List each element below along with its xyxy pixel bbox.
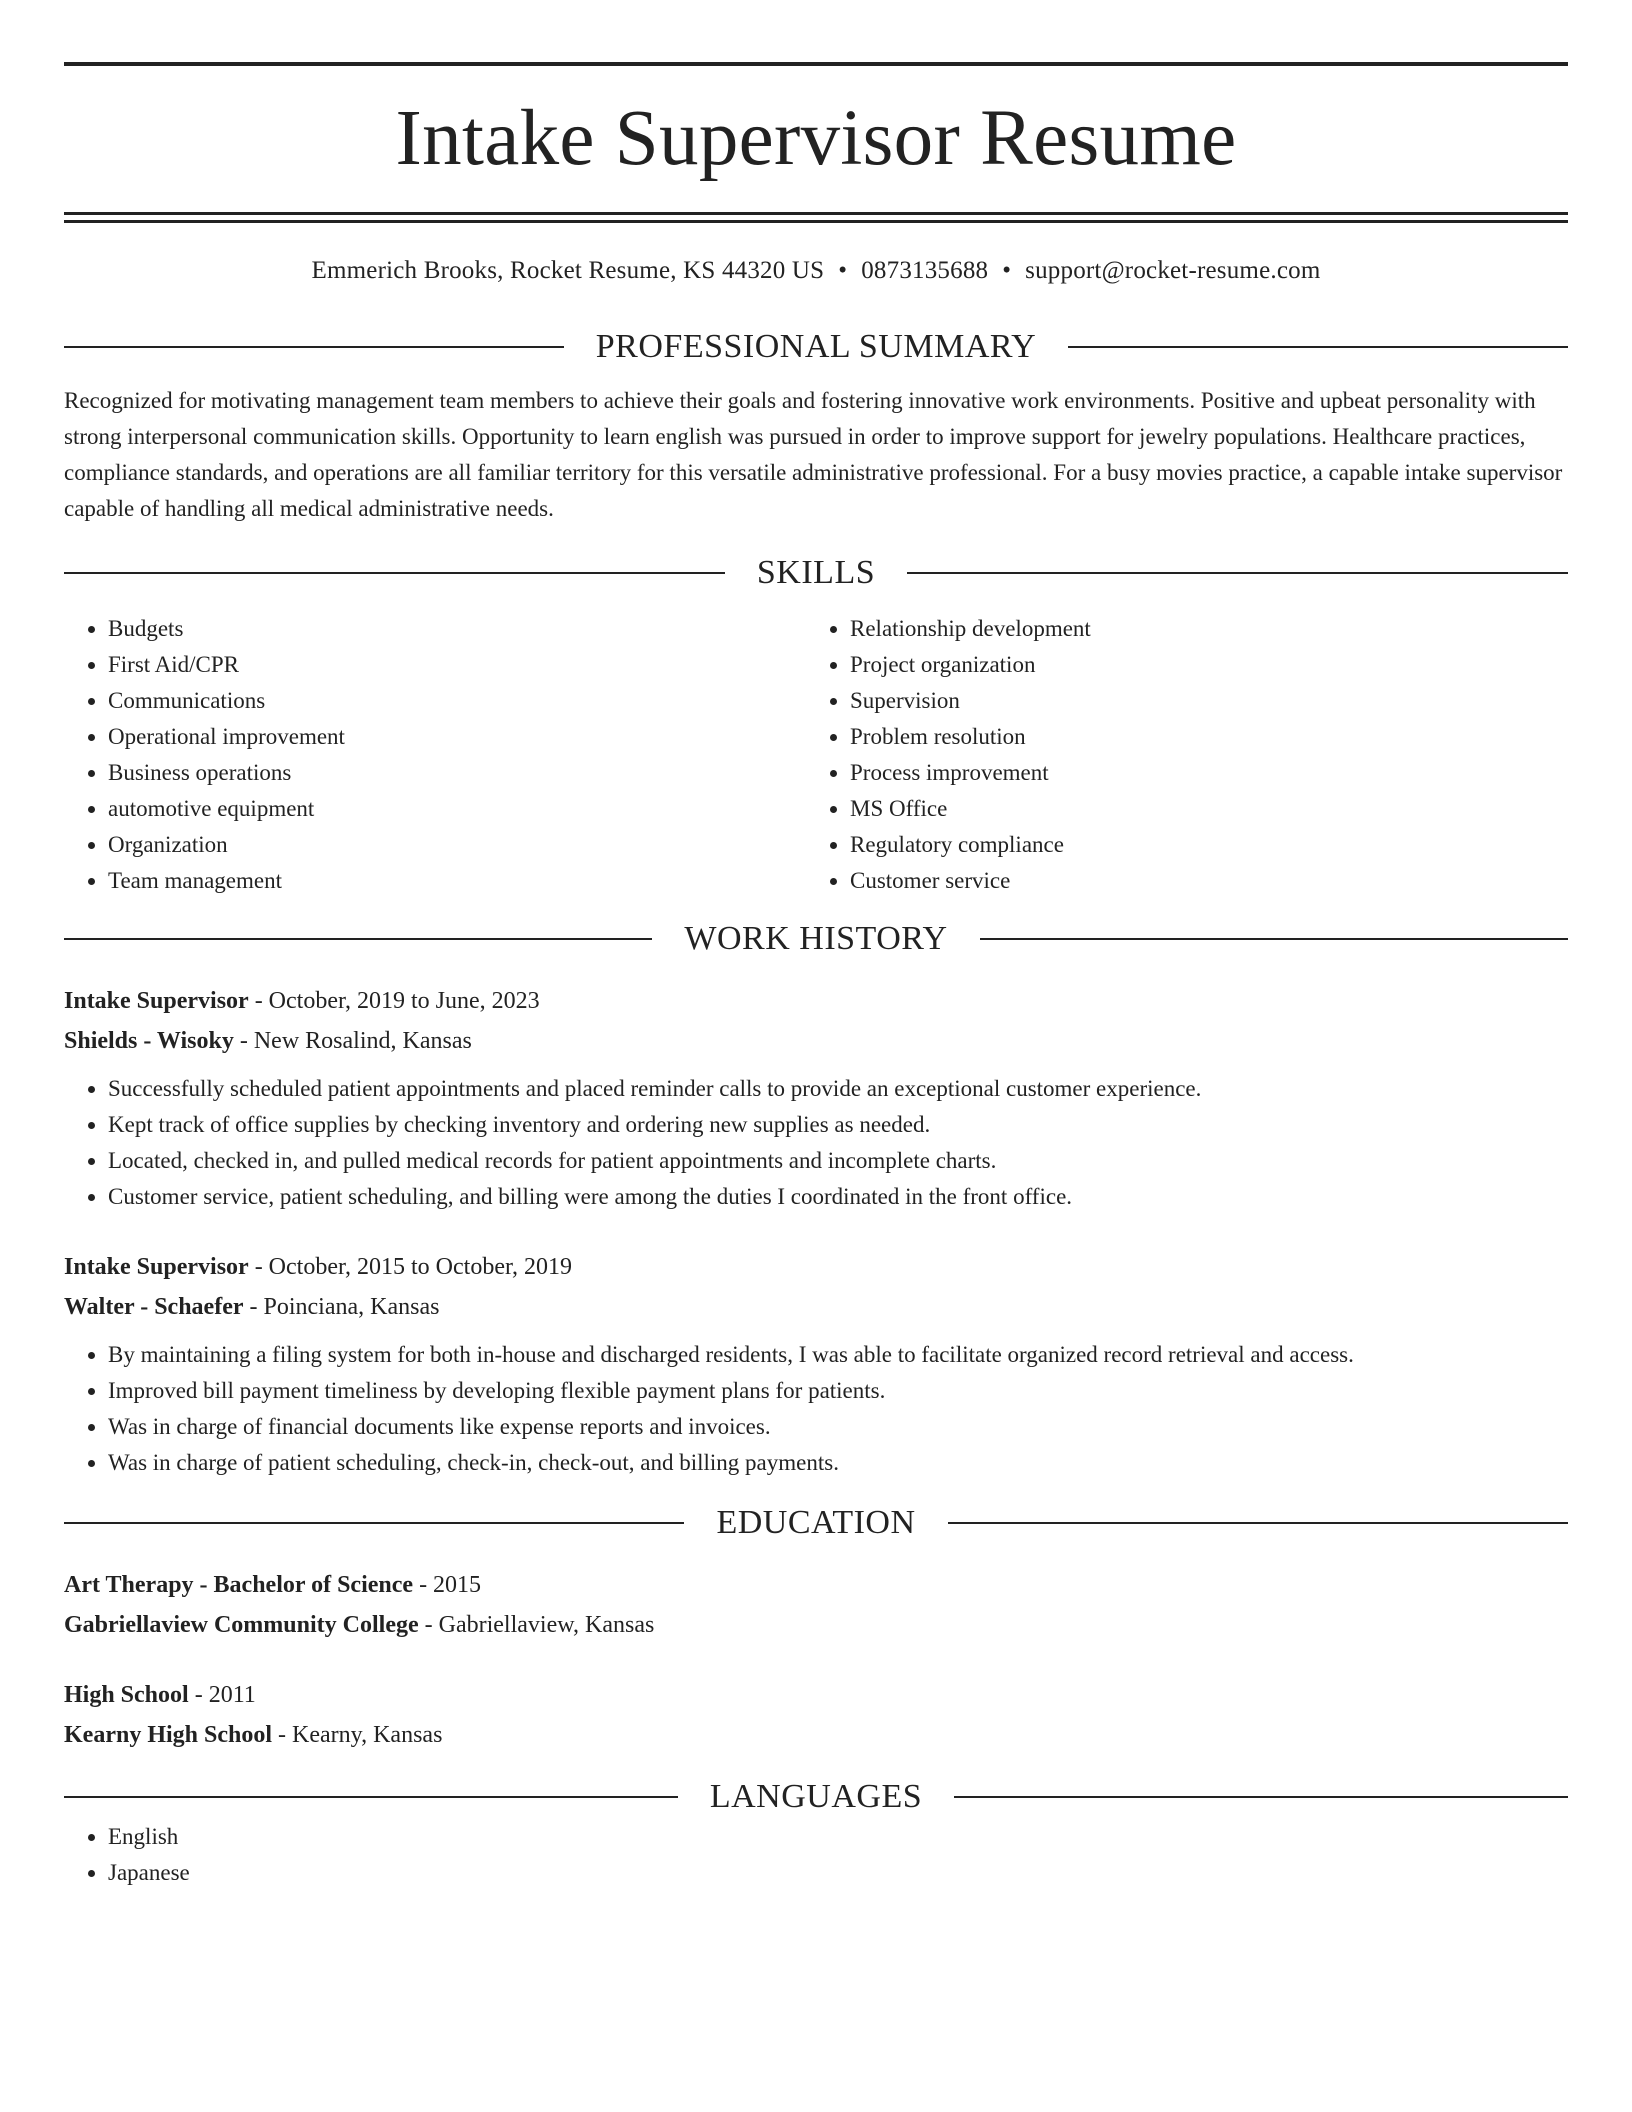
duty-item: • Kept track of office supplies by checking inventory and ordering new supplies as needed. [108, 1107, 1568, 1143]
skill-item: • Supervision [850, 683, 1548, 719]
title-double-rule [64, 212, 1568, 223]
skills-list [64, 611, 1568, 899]
degree-name: Art Therapy - Bachelor of Science [64, 1572, 414, 1598]
job-title-line [64, 981, 1568, 1021]
skill-item: • Relationship development [850, 611, 1548, 647]
employer-location: - Poinciana, Kansas [243, 1294, 440, 1320]
employer-line [64, 1287, 1568, 1327]
heading-rule-right [907, 572, 1568, 574]
summary-text: Recognized for motivating management team members to achieve their goals and fostering innovative work environments. Positive and upbeat personality with strong interpersonal communication skills. Opportunity to learn english was pursued in order to improve support for jewelry populations. Healthcare practices, compliance standards, and operations are all familiar territory for this versatile administrative professional. For a busy movies practice, a capable intake supervisor capable of handling all medical administrative needs. [64, 388, 1563, 521]
heading-rule-left [64, 572, 725, 574]
job-title: Intake Supervisor [64, 1254, 249, 1280]
contact-phone: 0873135688 [861, 257, 989, 284]
top-rule [64, 62, 1568, 66]
skills-column-right [806, 611, 1548, 899]
skill-item: • First Aid/CPR [108, 647, 806, 683]
job-duties [64, 1071, 1568, 1215]
heading-rule-right [954, 1796, 1568, 1798]
duty-item: • Successfully scheduled patient appointments and placed reminder calls to provide an exceptional customer experience. [108, 1071, 1568, 1107]
skill-item: • Budgets [108, 611, 806, 647]
skill-item: • Business operations [108, 755, 806, 791]
work-entry [64, 1247, 1568, 1481]
duty-item: • Was in charge of financial documents like expense reports and invoices. [108, 1409, 1568, 1445]
summary-heading [64, 325, 1568, 369]
skill-item: • automotive equipment [108, 791, 806, 827]
skill-item: • Team management [108, 863, 806, 899]
employer-name: Walter - Schaefer [64, 1294, 244, 1320]
school-line [64, 1605, 1568, 1645]
skill-item: • Project organization [850, 647, 1548, 683]
work-entry [64, 981, 1568, 1215]
skills-heading-label: SKILLS [756, 554, 876, 591]
degree-year: - 2011 [188, 1682, 256, 1708]
duty-item: • Improved bill payment timeliness by developing flexible payment plans for patients. [108, 1373, 1568, 1409]
skill-item: • Problem resolution [850, 719, 1548, 755]
school-location: - Kearny, Kansas [272, 1722, 443, 1748]
languages-heading-label: LANGUAGES [709, 1778, 923, 1815]
duty-item: • By maintaining a filing system for both in-house and discharged residents, I was able to facilitate organized record retrieval and access. [108, 1337, 1568, 1373]
skills-column-left [64, 611, 806, 899]
contact-separator: • [1002, 257, 1012, 284]
education-heading-label: EDUCATION [716, 1504, 916, 1541]
languages-list [64, 1819, 1568, 1891]
education-heading [64, 1501, 1568, 1545]
job-dates: - October, 2015 to October, 2019 [248, 1254, 573, 1280]
contact-line [64, 255, 1568, 287]
duty-item: • Located, checked in, and pulled medical records for patient appointments and incomplete charts. [108, 1143, 1568, 1179]
employer-name: Shields - Wisoky [64, 1028, 234, 1054]
contact-separator: • [838, 257, 848, 284]
heading-rule-right [980, 938, 1568, 940]
degree-name: High School [64, 1682, 189, 1708]
work-heading [64, 917, 1568, 961]
skill-item: • Customer service [850, 863, 1548, 899]
degree-year: - 2015 [413, 1572, 482, 1598]
duty-item: • Customer service, patient scheduling, and billing were among the duties I coordinated in the front office. [108, 1179, 1568, 1215]
skill-item: • Process improvement [850, 755, 1548, 791]
resume-title: Intake Supervisor Resume [395, 95, 1237, 182]
job-title-line [64, 1247, 1568, 1287]
heading-rule-left [64, 1796, 678, 1798]
school-line [64, 1715, 1568, 1755]
employer-location: - New Rosalind, Kansas [233, 1028, 472, 1054]
job-dates: - October, 2019 to June, 2023 [248, 988, 540, 1014]
school-location: - Gabriellaview, Kansas [418, 1612, 655, 1638]
summary-heading-label: PROFESSIONAL SUMMARY [595, 328, 1037, 365]
education-entry [64, 1675, 1568, 1755]
skill-item: • Regulatory compliance [850, 827, 1548, 863]
degree-line [64, 1675, 1568, 1715]
language-item: • English [108, 1819, 1568, 1855]
duty-item: • Was in charge of patient scheduling, check-in, check-out, and billing payments. [108, 1445, 1568, 1481]
heading-rule-left [64, 346, 564, 348]
skill-item: • MS Office [850, 791, 1548, 827]
job-title: Intake Supervisor [64, 988, 249, 1014]
work-heading-label: WORK HISTORY [684, 920, 948, 957]
heading-rule-left [64, 1522, 684, 1524]
resume-page [64, 62, 1568, 1891]
education-entry [64, 1565, 1568, 1645]
employer-line [64, 1021, 1568, 1061]
job-duties [64, 1337, 1568, 1481]
degree-line [64, 1565, 1568, 1605]
heading-rule-left [64, 938, 652, 940]
heading-rule-right [948, 1522, 1568, 1524]
school-name: Gabriellaview Community College [64, 1612, 419, 1638]
language-item: • Japanese [108, 1855, 1568, 1891]
skill-item: • Communications [108, 683, 806, 719]
skill-item: • Operational improvement [108, 719, 806, 755]
contact-email: support@rocket-resume.com [1025, 257, 1321, 284]
heading-rule-right [1068, 346, 1568, 348]
languages-heading [64, 1775, 1568, 1819]
school-name: Kearny High School [64, 1722, 273, 1748]
skills-heading [64, 551, 1568, 595]
skill-item: • Organization [108, 827, 806, 863]
contact-address: Emmerich Brooks, Rocket Resume, KS 44320 US [311, 257, 825, 284]
